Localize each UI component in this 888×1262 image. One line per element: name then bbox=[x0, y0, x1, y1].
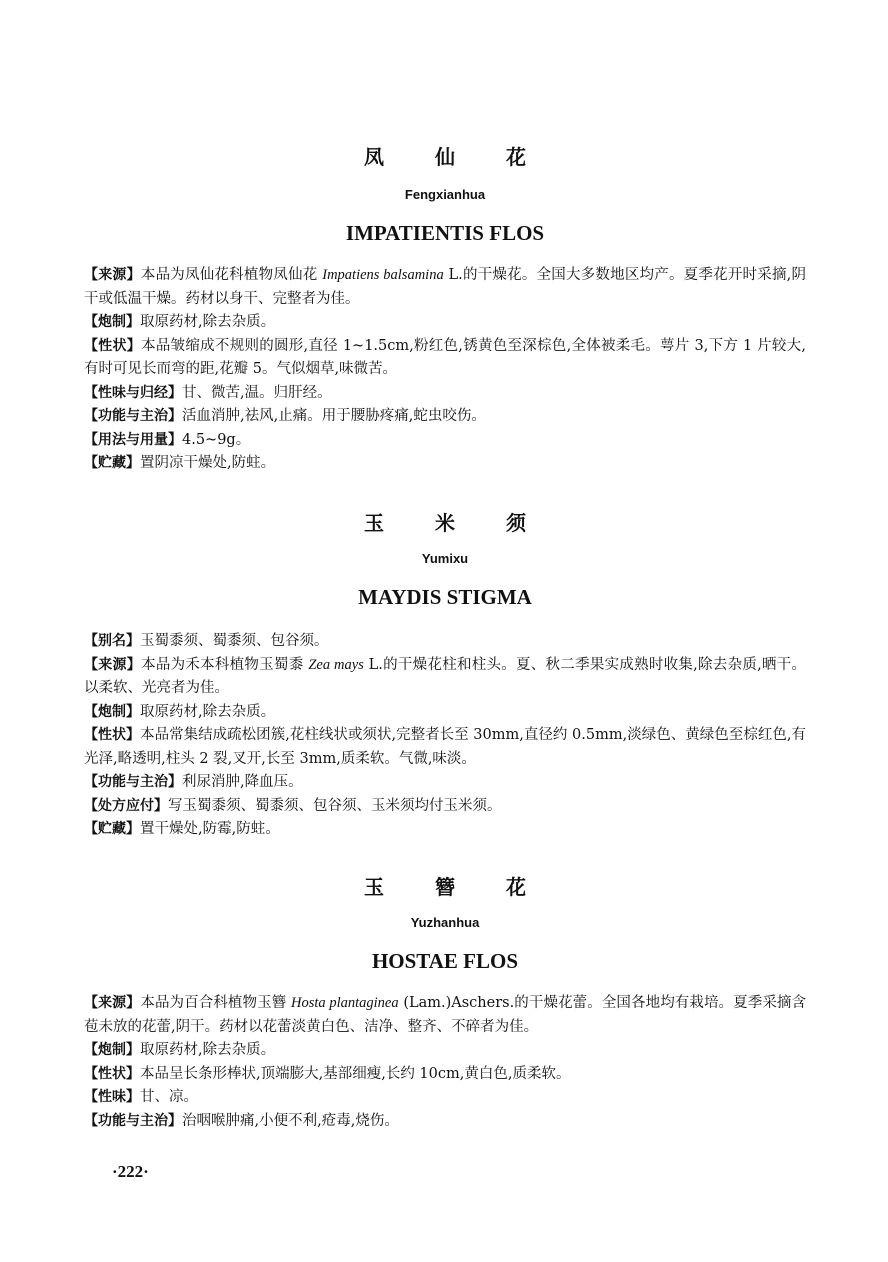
source-label: 【来源】 bbox=[84, 995, 141, 1011]
item-label: 【炮制】 bbox=[84, 703, 140, 720]
page-number: ·222· bbox=[112, 1162, 149, 1181]
item-paragraph bbox=[84, 1086, 806, 1110]
item-label: 【性状】 bbox=[84, 727, 141, 743]
item-label: 【贮藏】 bbox=[84, 821, 140, 837]
item-label: 【用法与用量】 bbox=[84, 431, 182, 448]
item-text: 本品常集结成疏松团簇,花柱线状或须状,完整者长至 30mm,直径约 0.5mm,淡绿色、黄绿色至棕红色,有光泽,略透明,柱头 2 裂,叉开,长至 3mm,质柔软。气微,味淡。 bbox=[84, 727, 806, 767]
alias-text: 玉蜀黍须、蜀黍须、包谷须。 bbox=[140, 633, 329, 649]
item-paragraph bbox=[84, 335, 806, 382]
monograph-body bbox=[84, 264, 806, 476]
monograph-body bbox=[84, 630, 806, 842]
item-text: 取原药材,除去杂质。 bbox=[140, 314, 276, 330]
item-text: 活血消肿,祛风,止痛。用于腰胁疼痛,蛇虫咬伤。 bbox=[182, 408, 486, 424]
item-paragraph bbox=[84, 1110, 806, 1134]
item-text: 本品呈长条形棒状,顶端膨大,基部细瘦,长约 10cm,黄白色,质柔软。 bbox=[140, 1065, 571, 1082]
chinese-title: 玉 簪 花 bbox=[364, 875, 548, 899]
item-label: 【性状】 bbox=[84, 337, 142, 354]
item-label: 【功能与主治】 bbox=[84, 774, 182, 790]
item-paragraph bbox=[84, 1063, 806, 1087]
item-text: 甘、微苦,温。归肝经。 bbox=[182, 384, 332, 401]
item-label: 【性状】 bbox=[84, 1065, 140, 1082]
item-text: 本品皱缩成不规则的圆形,直径 1~1.5cm,粉红色,锈黄色至深棕色,全体被柔毛。萼片 3,下方 1 片较大,有时可见长而弯的距,花瓣 5。气似烟草,味微苦。 bbox=[84, 337, 807, 377]
item-paragraph bbox=[84, 452, 806, 476]
latin-title: IMPATIENTIS FLOS bbox=[345, 221, 545, 245]
alias-paragraph bbox=[84, 630, 806, 654]
item-paragraph bbox=[84, 701, 806, 725]
source-text-pre: 本品为百合科植物玉簪 bbox=[140, 995, 291, 1011]
item-text: 甘、凉。 bbox=[140, 1089, 198, 1105]
source-label: 【来源】 bbox=[84, 656, 142, 673]
monograph-yuzhanhua bbox=[84, 874, 806, 1133]
item-label: 【功能与主治】 bbox=[84, 1112, 182, 1129]
monograph-fengxianhua bbox=[84, 144, 806, 476]
monograph-body bbox=[84, 992, 806, 1133]
item-paragraph bbox=[84, 1039, 806, 1063]
item-paragraph bbox=[84, 724, 806, 771]
item-text: 写玉蜀黍须、蜀黍须、包谷须、玉米须均付玉米须。 bbox=[168, 797, 502, 814]
item-text: 治咽喉肿痛,小便不利,疮毒,烧伤。 bbox=[182, 1112, 399, 1129]
item-paragraph bbox=[84, 771, 806, 795]
item-label: 【炮制】 bbox=[84, 314, 140, 330]
item-paragraph bbox=[84, 382, 806, 406]
item-paragraph bbox=[84, 818, 806, 842]
source-paragraph bbox=[84, 264, 806, 311]
pinyin-title: Yumixu bbox=[421, 551, 469, 566]
source-text-post: L.的干燥花。全国大多数地区均产。夏季花开时采摘,阴干或低温干燥。药材以身干、完整者为佳。 bbox=[84, 267, 806, 307]
item-paragraph bbox=[84, 405, 806, 429]
item-paragraph bbox=[84, 429, 806, 453]
pinyin-title: Fengxianhua bbox=[404, 187, 486, 202]
source-paragraph bbox=[84, 654, 806, 701]
item-label: 【性味】 bbox=[84, 1089, 140, 1105]
source-text-post: L.的干燥花柱和柱头。夏、秋二季果实成熟时收集,除去杂质,晒干。以柔软、光亮者为佳。 bbox=[84, 656, 806, 696]
latin-title: HOSTAE FLOS bbox=[371, 949, 519, 973]
chinese-title: 玉 米 须 bbox=[364, 511, 548, 535]
source-text-pre: 本品为凤仙花科植物凤仙花 bbox=[140, 267, 323, 283]
chinese-title: 凤 仙 花 bbox=[364, 145, 548, 169]
monograph-yumixu bbox=[84, 510, 806, 842]
item-label: 【性味与归经】 bbox=[84, 384, 182, 401]
source-label: 【来源】 bbox=[84, 267, 141, 283]
item-label: 【处方应付】 bbox=[84, 797, 168, 814]
item-text: 置干燥处,防霉,防蛀。 bbox=[140, 821, 280, 837]
item-label: 【炮制】 bbox=[84, 1042, 140, 1058]
source-paragraph bbox=[84, 992, 806, 1039]
item-text: 取原药材,除去杂质。 bbox=[140, 703, 276, 720]
item-text: 置阴凉干燥处,防蛀。 bbox=[140, 455, 276, 471]
species-latin-name: Zea mays bbox=[308, 656, 364, 673]
item-text: 取原药材,除去杂质。 bbox=[140, 1042, 276, 1058]
alias-label: 【别名】 bbox=[84, 633, 140, 649]
item-text: 4.5~9g。 bbox=[182, 431, 251, 448]
latin-title: MAYDIS STIGMA bbox=[358, 585, 532, 609]
item-paragraph bbox=[84, 311, 806, 335]
pinyin-title: Yuzhanhua bbox=[410, 915, 480, 930]
item-text: 利尿消肿,降血压。 bbox=[182, 774, 303, 790]
item-label: 【功能与主治】 bbox=[84, 408, 182, 424]
species-latin-name: Hosta plantaginea bbox=[290, 995, 399, 1011]
source-text-pre: 本品为禾本科植物玉蜀黍 bbox=[141, 656, 309, 673]
species-latin-name: Impatiens balsamina bbox=[322, 267, 444, 283]
source-text-post: (Lam.)Aschers.的干燥花蕾。全国各地均有栽培。夏季采摘含苞未放的花蕾,阴干。药材以花蕾淡黄白色、洁净、整齐、不碎者为佳。 bbox=[84, 995, 807, 1035]
item-label: 【贮藏】 bbox=[84, 455, 140, 471]
item-paragraph bbox=[84, 795, 806, 819]
